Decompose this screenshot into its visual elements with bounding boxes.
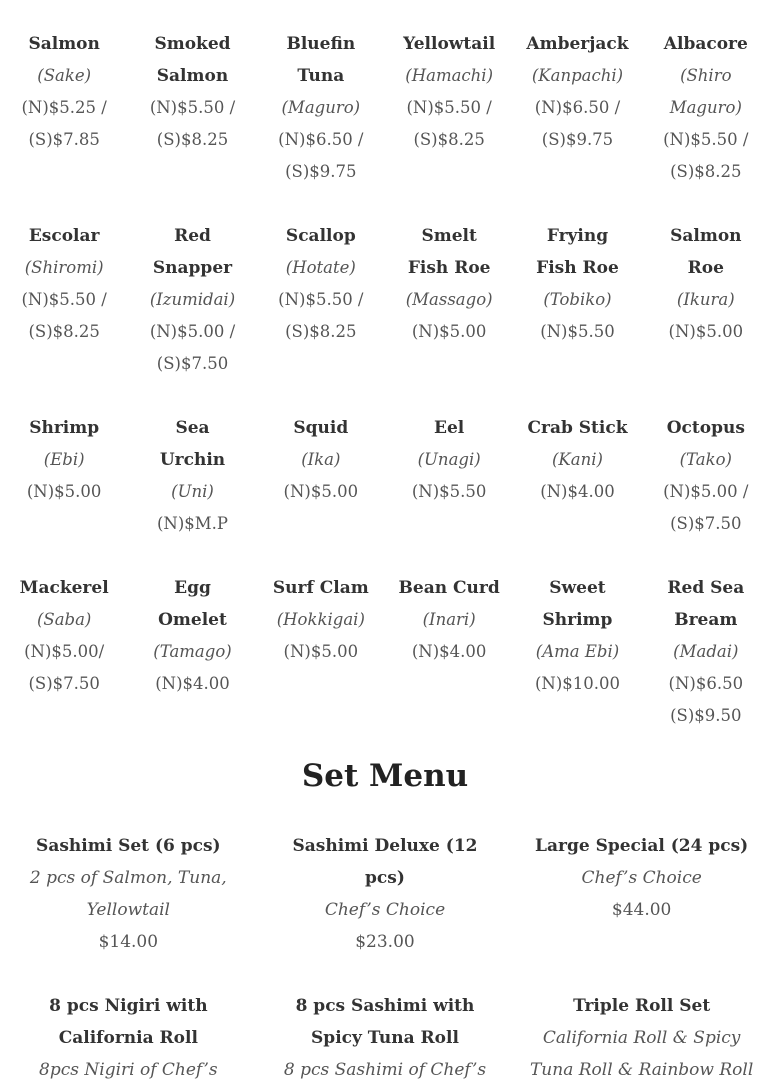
set-menu-row-1 bbox=[0, 830, 770, 958]
set-menu-heading: Set Menu bbox=[301, 758, 469, 794]
set-item-description: 2 pcs of Salmon, Tuna, Yellowtail bbox=[29, 868, 227, 920]
item-japanese-name: (Shiro Maguro) bbox=[669, 66, 742, 117]
menu-item bbox=[513, 572, 641, 732]
item-japanese-name: (Hamachi) bbox=[405, 66, 494, 85]
item-japanese-name: (Tamago) bbox=[153, 642, 232, 661]
set-item bbox=[513, 990, 770, 1086]
menu-item bbox=[642, 412, 770, 540]
item-japanese-name: (Hotate) bbox=[285, 258, 356, 277]
menu-item bbox=[257, 412, 385, 540]
set-item bbox=[0, 990, 257, 1086]
menu-item bbox=[385, 220, 513, 380]
nigiri-row-1 bbox=[0, 28, 770, 188]
item-price: (N)$6.50 / (S)$9.75 bbox=[278, 130, 364, 181]
item-name: Salmon Roe bbox=[670, 226, 742, 278]
item-japanese-name: (Sake) bbox=[37, 66, 92, 85]
item-japanese-name: (Tobiko) bbox=[543, 290, 612, 309]
item-price: (N)$5.25 / (S)$7.85 bbox=[21, 98, 107, 149]
set-menu-row-2 bbox=[0, 990, 770, 1086]
set-item bbox=[257, 990, 514, 1086]
item-name: Shrimp bbox=[29, 418, 100, 438]
set-item bbox=[513, 830, 770, 958]
set-item-price: $14.00 bbox=[98, 932, 159, 952]
item-price: (N)$5.50 bbox=[411, 482, 487, 501]
item-name: Crab Stick bbox=[527, 418, 628, 438]
item-price: (N)$6.50 (S)$9.50 bbox=[668, 674, 744, 725]
item-name: Red Sea Bream bbox=[667, 578, 745, 630]
item-name: Red Snapper bbox=[152, 226, 233, 278]
menu-item bbox=[257, 220, 385, 380]
item-name: Frying Fish Roe bbox=[536, 226, 619, 278]
menu-item bbox=[513, 412, 641, 540]
set-item-description: 8pcs Nigiri of Chef’s bbox=[39, 1060, 218, 1080]
set-item-name: Large Special (24 pcs) bbox=[535, 836, 749, 856]
item-name: Surf Clam bbox=[272, 578, 369, 598]
item-name: Smoked Salmon bbox=[154, 34, 231, 86]
menu-item bbox=[642, 572, 770, 732]
menu-item bbox=[513, 220, 641, 380]
item-name: Sweet Shrimp bbox=[542, 578, 613, 630]
item-price: (N)$4.00 bbox=[540, 482, 615, 501]
menu-item bbox=[0, 572, 128, 732]
menu-item bbox=[385, 412, 513, 540]
item-japanese-name: (Ika) bbox=[301, 450, 341, 469]
item-price: (N)$5.00 bbox=[283, 482, 359, 501]
item-name: Bean Curd bbox=[398, 578, 500, 598]
menu-item bbox=[128, 220, 256, 380]
menu-item bbox=[257, 572, 385, 732]
set-item-name: Sashimi Deluxe (12 pcs) bbox=[292, 836, 478, 888]
item-price: (N)$5.50 / (S)$8.25 bbox=[149, 98, 236, 149]
item-name: Scallop bbox=[285, 226, 356, 246]
menu-item bbox=[385, 572, 513, 732]
item-japanese-name: (Maguro) bbox=[281, 98, 361, 117]
set-item-price: $23.00 bbox=[355, 932, 415, 952]
item-price: (N)$5.00 / (S)$7.50 bbox=[663, 482, 749, 533]
item-japanese-name: (Ebi) bbox=[43, 450, 85, 469]
item-japanese-name: (Inari) bbox=[422, 610, 476, 629]
menu-item bbox=[128, 412, 256, 540]
item-japanese-name: (Shiromi) bbox=[24, 258, 104, 277]
nigiri-row-2 bbox=[0, 220, 770, 380]
item-name: Bluefin Tuna bbox=[286, 34, 356, 86]
menu-item bbox=[0, 28, 128, 188]
item-name: Squid bbox=[293, 418, 349, 438]
item-price: (N)$5.50 / (S)$8.25 bbox=[663, 130, 749, 181]
item-name: Smelt Fish Roe bbox=[407, 226, 491, 278]
item-japanese-name: (Hokkigai) bbox=[276, 610, 365, 629]
item-japanese-name: (Ikura) bbox=[676, 290, 735, 309]
item-name: Albacore bbox=[663, 34, 748, 54]
item-japanese-name: (Ama Ebi) bbox=[535, 642, 620, 661]
item-price: (N)$10.00 bbox=[534, 674, 620, 693]
nigiri-row-3 bbox=[0, 412, 770, 540]
item-price: (N)$M.P bbox=[156, 514, 229, 533]
item-japanese-name: (Madai) bbox=[673, 642, 739, 661]
item-name: Sea Urchin bbox=[159, 418, 226, 470]
item-name: Mackerel bbox=[19, 578, 109, 598]
menu-item bbox=[642, 28, 770, 188]
item-name: Amberjack bbox=[526, 34, 629, 54]
item-price: (N)$5.00 / (S)$7.50 bbox=[149, 322, 236, 373]
item-japanese-name: (Uni) bbox=[171, 482, 214, 501]
item-price: (N)$5.50 / (S)$8.25 bbox=[278, 290, 364, 341]
set-item-name: Triple Roll Set bbox=[573, 996, 711, 1016]
item-price: (N)$5.50 / (S)$8.25 bbox=[21, 290, 107, 341]
item-price: (N)$5.50 / (S)$8.25 bbox=[406, 98, 492, 149]
set-item-name: 8 pcs Nigiri with California Roll bbox=[49, 996, 208, 1048]
set-item-description: Chef’s Choice bbox=[324, 900, 446, 920]
item-price: (N)$5.00 bbox=[26, 482, 102, 501]
item-price: (N)$5.50 bbox=[540, 322, 615, 341]
set-item-description: California Roll & Spicy Tuna Roll & Rainbow Roll bbox=[529, 1028, 754, 1080]
menu-item bbox=[385, 28, 513, 188]
item-japanese-name: (Tako) bbox=[679, 450, 732, 469]
set-item bbox=[0, 830, 257, 958]
item-name: Eel bbox=[434, 418, 465, 438]
set-item-description: Chef’s Choice bbox=[581, 868, 702, 888]
menu-item bbox=[128, 572, 256, 732]
menu-item bbox=[513, 28, 641, 188]
menu-item bbox=[128, 28, 256, 188]
item-name: Salmon bbox=[28, 34, 100, 54]
item-japanese-name: (Izumidai) bbox=[149, 290, 236, 309]
menu-item bbox=[642, 220, 770, 380]
item-japanese-name: (Massago) bbox=[405, 290, 493, 309]
item-japanese-name: (Kanpachi) bbox=[531, 66, 624, 85]
item-price: (N)$5.00 bbox=[411, 322, 487, 341]
item-price: (N)$4.00 bbox=[411, 642, 487, 661]
item-price: (N)$5.00 bbox=[283, 642, 359, 661]
menu-item bbox=[0, 412, 128, 540]
set-item-name: 8 pcs Sashimi with Spicy Tuna Roll bbox=[295, 996, 475, 1048]
item-price: (N)$4.00 bbox=[155, 674, 230, 693]
item-japanese-name: (Saba) bbox=[36, 610, 92, 629]
set-item-description: 8 pcs Sashimi of Chef’s bbox=[283, 1060, 487, 1080]
menu-item bbox=[257, 28, 385, 188]
set-item bbox=[257, 830, 514, 958]
item-price: (N)$5.00 bbox=[668, 322, 744, 341]
item-name: Octopus bbox=[666, 418, 745, 438]
item-japanese-name: (Kani) bbox=[552, 450, 603, 469]
item-name: Escolar bbox=[28, 226, 100, 246]
nigiri-row-4 bbox=[0, 572, 770, 732]
item-price: (N)$5.00/ (S)$7.50 bbox=[24, 642, 105, 693]
set-item-price: $44.00 bbox=[611, 900, 672, 920]
item-price: (N)$6.50 / (S)$9.75 bbox=[534, 98, 621, 149]
item-japanese-name: (Unagi) bbox=[417, 450, 481, 469]
set-item-name: Sashimi Set (6 pcs) bbox=[36, 836, 221, 856]
item-name: Yellowtail bbox=[403, 34, 496, 54]
menu-item bbox=[0, 220, 128, 380]
item-name: Egg Omelet bbox=[158, 578, 227, 630]
